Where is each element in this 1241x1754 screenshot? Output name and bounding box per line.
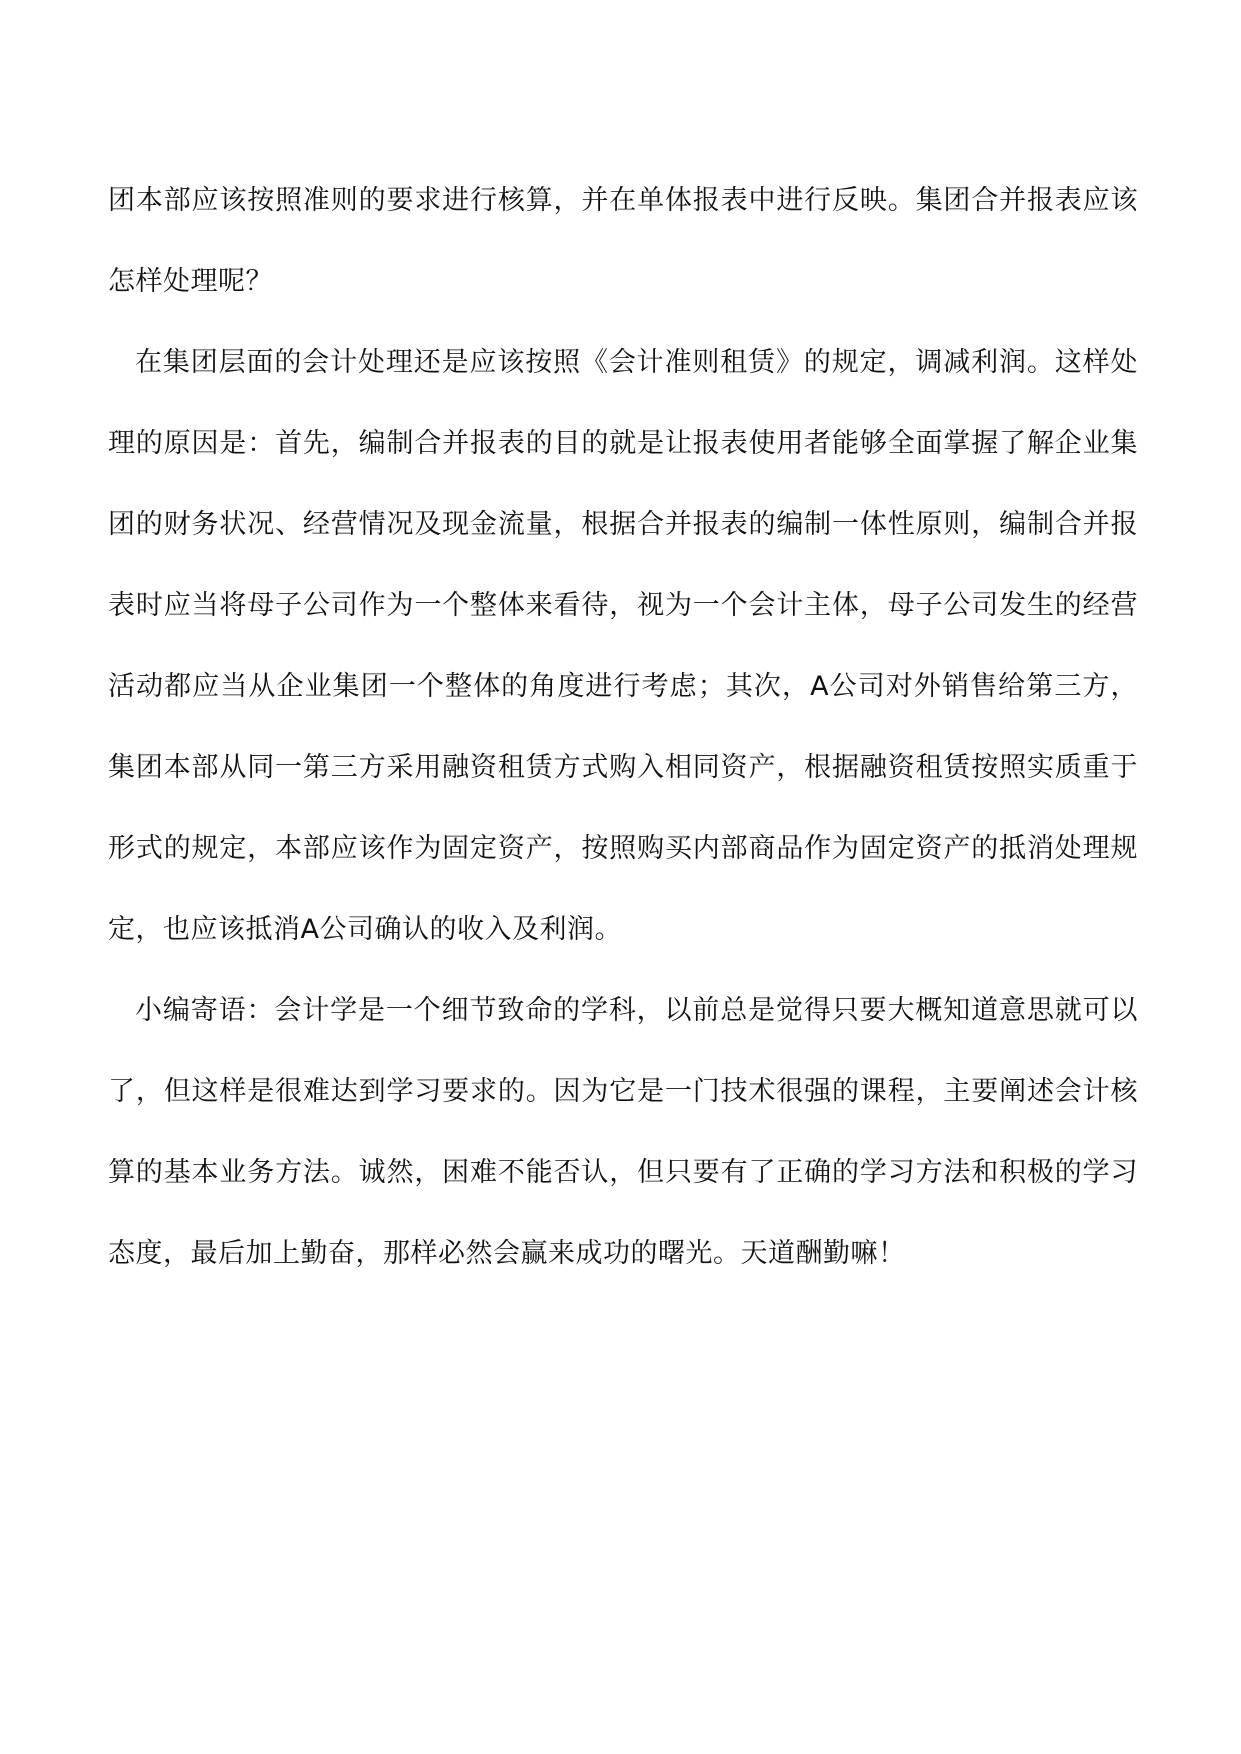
paragraph-3: 小编寄语：会计学是一个细节致命的学科，以前总是觉得只要大概知道意思就可以了，但这样是很难达到学习要求的。因为它是一门技术很强的课程，主要阐述会计核算的基本业务方法。诚然，困难不能否认，但只要有了正确的学习方法和积极的学习态度，最后加上勤奋，那样必然会赢来成功的曙光。天道酬勤嘛！ bbox=[108, 995, 1138, 1269]
paragraph-2: 在集团层面的会计处理还是应该按照《会计准则租赁》的规定，调减利润。这样处理的原因是：首先，编制合并报表的目的就是让报表使用者能够全面掌握了解企业集团的财务状况、经营情况及现金流量，根据合并报表的编制一体性原则，编制合并报表时应当将母子公司作为一个整体来看待，视为一个会计主体，母子公司发生的经营活动都应当从企业集团一个整体的角度进行考虑；其次，A公司对外销售给第三方，集团本部从同一第三方采用融资租赁方式购入相同资产，根据融资租赁按照实质重于形式的规定，本部应该作为固定资产，按照购买内部商品作为固定资产的抵消处理规定，也应该抵消A公司确认的收入及利润。 bbox=[108, 347, 1138, 945]
paragraph-1: 团本部应该按照准则的要求进行核算，并在单体报表中进行反映。集团合并报表应该怎样处理呢？ bbox=[108, 185, 1138, 297]
document-body bbox=[108, 160, 1138, 1294]
